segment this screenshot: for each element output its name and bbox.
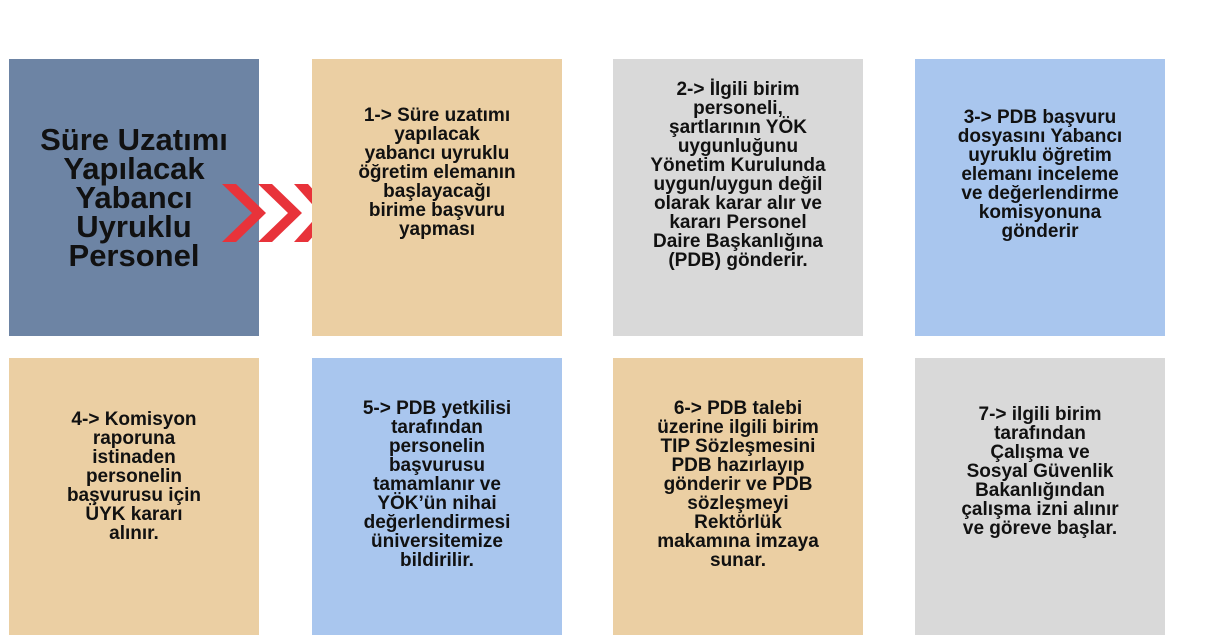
step-7-text: 7-> ilgili birim tarafından Çalışma ve Sosyal Güvenlik Bakanlığından çalışma izni alınır ve göreve başlar. [961, 404, 1119, 539]
step-4-text: 4-> Komisyon raporuna istinaden personelin başvurusu için ÜYK kararı alınır. [66, 409, 202, 544]
step-1-text: 1-> Süre uzatımı yapılacak yabancı uyruklu öğretim elemanın başlayacağı birime başvuru yapması [358, 105, 516, 240]
step-4-box [9, 358, 259, 635]
step-2-box [613, 59, 863, 336]
step-3-text: 3-> PDB başvuru dosyasını Yabancı uyruklu öğretim elemanı inceleme ve değerlendirme komisyonuna gönderir [957, 106, 1123, 242]
step-5-box [312, 358, 562, 635]
step-1-box [312, 59, 562, 336]
title-text: Süre Uzatımı Yapılacak Yabancı Uyruklu Personel [40, 122, 228, 273]
step-2-text: 2-> İlgili birim personeli, şartlarının YÖK uygunluğunu Yönetim Kurulunda uygun/uygun değil olarak karar alır ve kararı Personel Daire Başkanlığına (PDB) gönderir. [650, 79, 826, 271]
step-6-text: 6-> PDB talebi üzerine ilgili birim TIP Sözleşmesini PDB hazırlayıp gönderir ve PDB sözleşmeyi Rektörlük makamına imzaya sunar. [657, 398, 819, 571]
step-7-box [915, 358, 1165, 635]
step-5-text: 5-> PDB yetkilisi tarafından personelin başvurusu tamamlanır ve YÖK’ün nihai değerlendirmesi üniversitemize bildirilir. [362, 398, 512, 571]
step-6-box [613, 358, 863, 635]
step-3-box [915, 59, 1165, 336]
